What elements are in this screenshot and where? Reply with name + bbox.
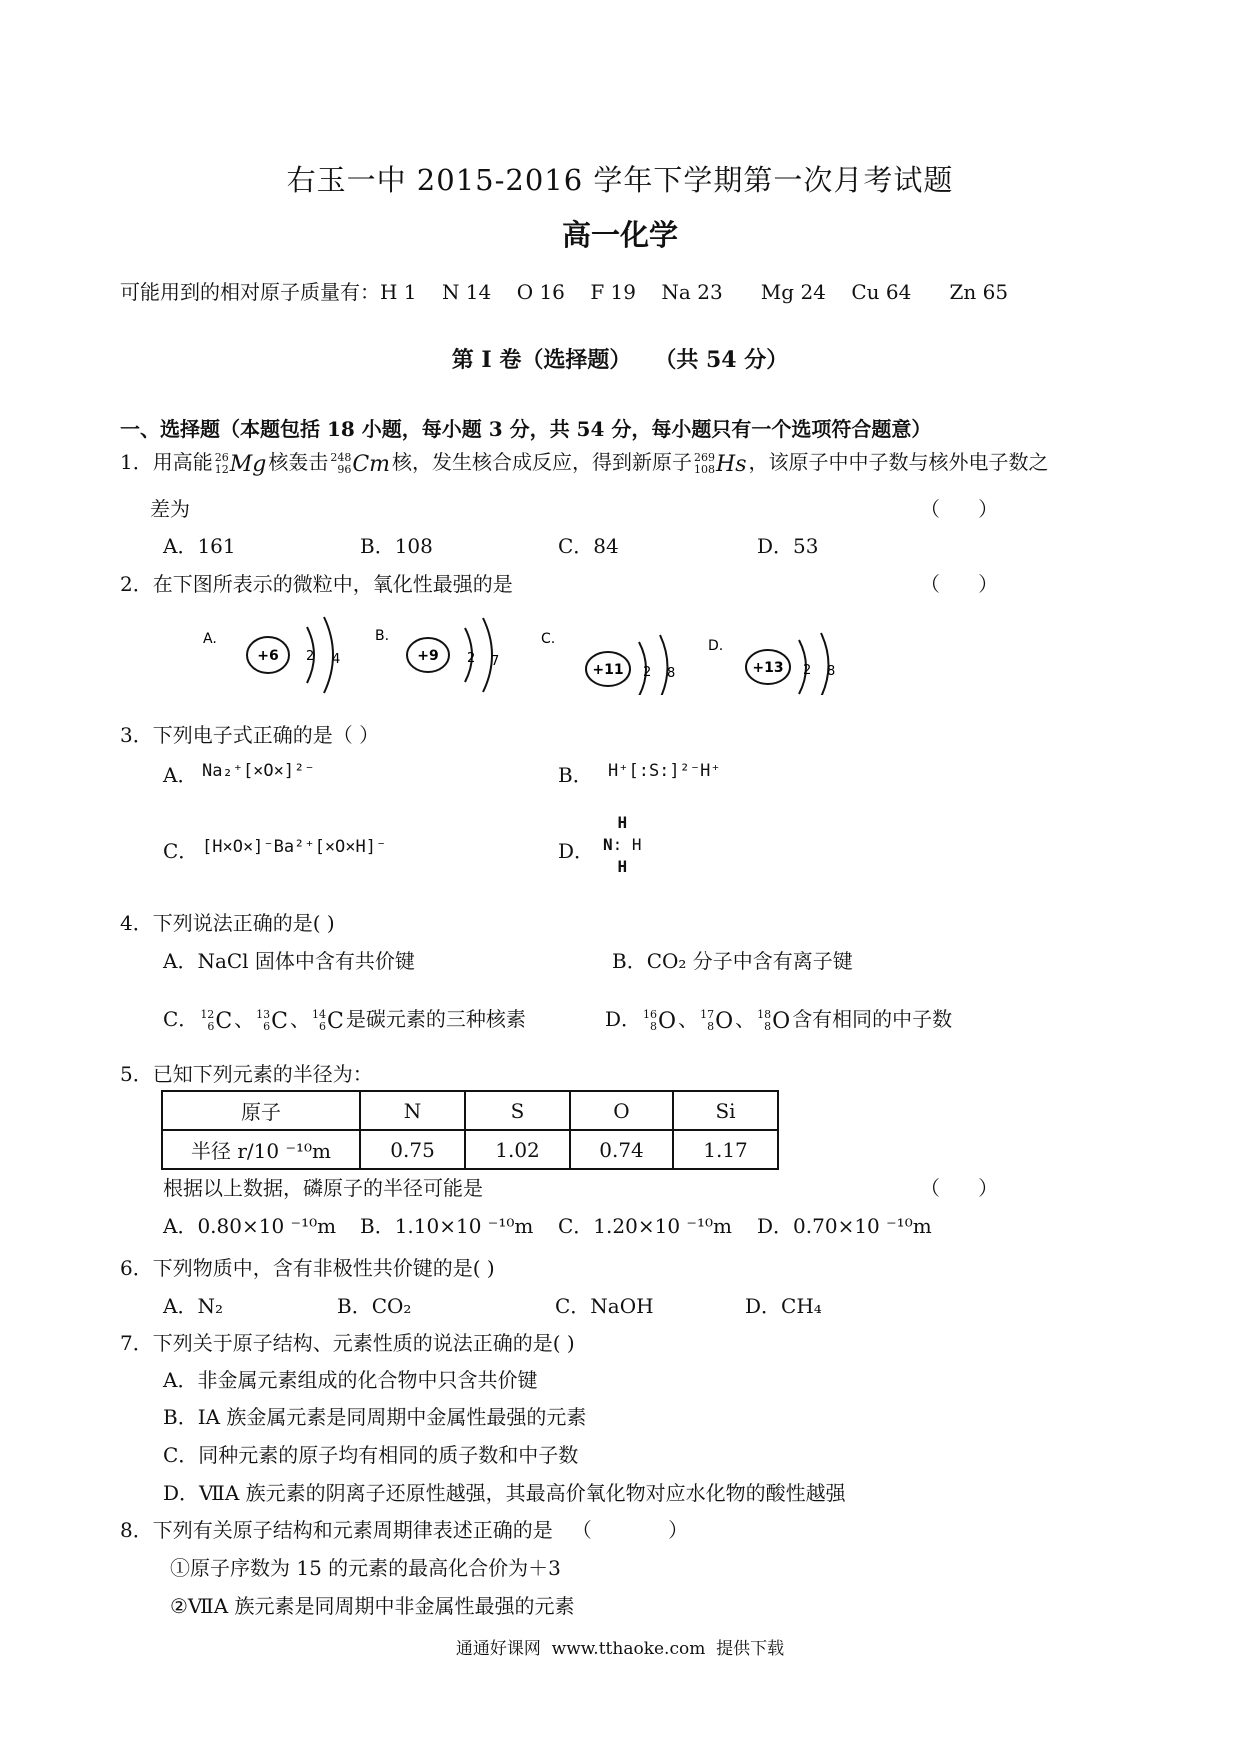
table-cell: 1.17 (673, 1130, 778, 1169)
diagram-a-shell-1: 2 (306, 649, 315, 664)
q3-option-c-label: C． (163, 839, 199, 863)
diagram-c-label: C. (541, 631, 556, 647)
diagram-b-label: B. (375, 628, 390, 644)
diagram-b-shell-1: 2 (467, 651, 476, 666)
atomic-masses: 可能用到的相对原子质量有：H 1 N 14 O 16 F 19 Na 23 Mg 24 Cu 64 Zn 65 (120, 280, 1009, 304)
q6-option-a: A．N₂ (163, 1294, 223, 1318)
diagram-d-nucleus: +13 (752, 660, 784, 676)
question-6-stem: 6．下列物质中，含有非极性共价键的是( ) (120, 1256, 495, 1280)
q6-option-b: B．CO₂ (337, 1294, 412, 1318)
q4-option-c: C． 12 6 C 、 13 6 C 、 14 6 C 是碳元素的三种核素 (163, 1007, 526, 1034)
cm-isotope: 248 96 Cm (330, 451, 391, 477)
diagram-d (708, 633, 835, 695)
question-4-stem: 4．下列说法正确的是( ) (120, 911, 335, 935)
diagram-d-label: D. (708, 638, 724, 654)
diagram-a-label: A. (203, 631, 217, 647)
answer-paren-2: （ ） (920, 572, 999, 596)
q3-option-b-formula: H⁺[:S:]²⁻H⁺ (608, 761, 721, 781)
diagram-a-nucleus: +6 (257, 648, 279, 664)
answer-paren-1: （ ） (920, 497, 999, 521)
q8-statement-1: ①原子序数为 15 的元素的最高化合价为＋3 (170, 1556, 561, 1580)
q6-option-c: C．NaOH (555, 1294, 654, 1318)
question-3-stem: 3．下列电子式正确的是（ ） (120, 723, 380, 747)
table-row (162, 1130, 778, 1169)
q6-option-d: D．CH₄ (745, 1294, 822, 1318)
q5-option-b: B．1.10×10 ⁻¹⁰m (360, 1214, 534, 1238)
q1-option-c: C．84 (558, 534, 619, 558)
q3-option-a-formula: Na₂⁺[×O×]²⁻ (202, 761, 315, 781)
diagram-b-shell-2: 7 (491, 654, 500, 669)
diagram-a (203, 617, 340, 693)
footer-source: 通通好课网 www.tthaoke.com 提供下载 (455, 1639, 785, 1659)
q5-option-a: A．0.80×10 ⁻¹⁰m (163, 1214, 337, 1238)
q3-option-b-label: B． (558, 763, 593, 787)
q8-statement-2: ②ⅦA 族元素是同周期中非金属性最强的元素 (170, 1594, 575, 1618)
diagram-a-shell-2: 4 (332, 652, 341, 667)
question-1-line2: 差为 (150, 497, 190, 521)
question-2-stem: 2．在下图所表示的微粒中，氧化性最强的是 (120, 572, 513, 596)
table-cell: 1.02 (465, 1130, 570, 1169)
exam-title: 右玉一中 2015-2016 学年下学期第一次月考试题 (286, 163, 954, 197)
question-5-question: 根据以上数据，磷原子的半径可能是 (163, 1176, 483, 1200)
q3-option-c-formula: [H×O×]⁻Ba²⁺[×O×H]⁻ (202, 837, 387, 857)
q3-option-a-label: A． (163, 763, 198, 787)
diagram-d-shell-2: 8 (827, 664, 836, 679)
table-header-cell: Si (673, 1091, 778, 1130)
question-8-stem: 8．下列有关原子结构和元素周期律表述正确的是 （ ） (120, 1518, 689, 1542)
q4-option-a: A．NaCl 固体中含有共价键 (163, 949, 415, 973)
radius-table (161, 1090, 779, 1170)
hs-isotope: 269 108 Hs (694, 451, 747, 477)
table-cell: 0.74 (570, 1130, 673, 1169)
q1-option-d: D．53 (757, 534, 819, 558)
diagram-d-shell-1: 2 (803, 663, 812, 678)
question-1-stem: 1．用高能 26 12 Mg 核轰击 248 96 Cm 核，发生核合成反应，得到新原子 269 108 Hs ，该原子中中子数与核外电子数之 (120, 450, 1049, 477)
q5-option-c: C．1.20×10 ⁻¹⁰m (558, 1214, 732, 1238)
q5-option-d: D．0.70×10 ⁻¹⁰m (757, 1214, 932, 1238)
diagram-c-shell-2: 8 (667, 666, 676, 681)
table-header-cell: O (570, 1091, 673, 1130)
q7-option-a: A．非金属元素组成的化合物中只含共价键 (163, 1368, 538, 1392)
q7-option-b: B．ⅠA 族金属元素是同周期中金属性最强的元素 (163, 1405, 587, 1429)
section-heading: 一、选择题（本题包括 18 小题，每小题 3 分，共 54 分，每小题只有一个选项符合题意） (120, 417, 932, 441)
atomic-structure-diagrams (195, 605, 855, 695)
table-header-row (162, 1091, 778, 1130)
diagram-c-nucleus: +11 (592, 662, 624, 678)
q4-option-d: D． 16 8 O 、 17 8 O 、 18 8 O 含有相同的中子数 (605, 1007, 953, 1034)
answer-paren-5: （ ） (920, 1176, 999, 1200)
table-cell: 0.75 (360, 1130, 465, 1169)
part-title: 第 I 卷（选择题） （共 54 分） (451, 347, 789, 373)
q1-option-a: A．161 (163, 534, 236, 558)
diagram-c (541, 631, 675, 695)
q7-option-d: D．ⅦA 族元素的阴离子还原性越强，其最高价氧化物对应水化物的酸性越强 (163, 1481, 846, 1505)
diagram-b-nucleus: +9 (417, 648, 439, 664)
table-header-cell: 原子 (162, 1091, 360, 1130)
question-5-stem: 5．已知下列元素的半径为： (120, 1062, 373, 1086)
diagram-c-shell-1: 2 (643, 665, 652, 680)
q3-option-d-label: D． (558, 839, 595, 863)
diagram-b (375, 618, 499, 692)
q7-option-c: C．同种元素的原子均有相同的质子数和中子数 (163, 1443, 579, 1467)
exam-subject: 高一化学 (561, 218, 678, 252)
mg-isotope: 26 12 Mg (214, 451, 267, 477)
q4-option-b: B．CO₂ 分子中含有离子键 (612, 949, 853, 973)
q3-option-d-formula: H N: H H (603, 813, 642, 876)
table-header-cell: N (360, 1091, 465, 1130)
question-7-stem: 7．下列关于原子结构、元素性质的说法正确的是( ) (120, 1331, 575, 1355)
table-header-cell: S (465, 1091, 570, 1130)
q1-option-b: B．108 (360, 534, 433, 558)
table-row-label: 半径 r/10 ⁻¹⁰m (162, 1130, 360, 1169)
